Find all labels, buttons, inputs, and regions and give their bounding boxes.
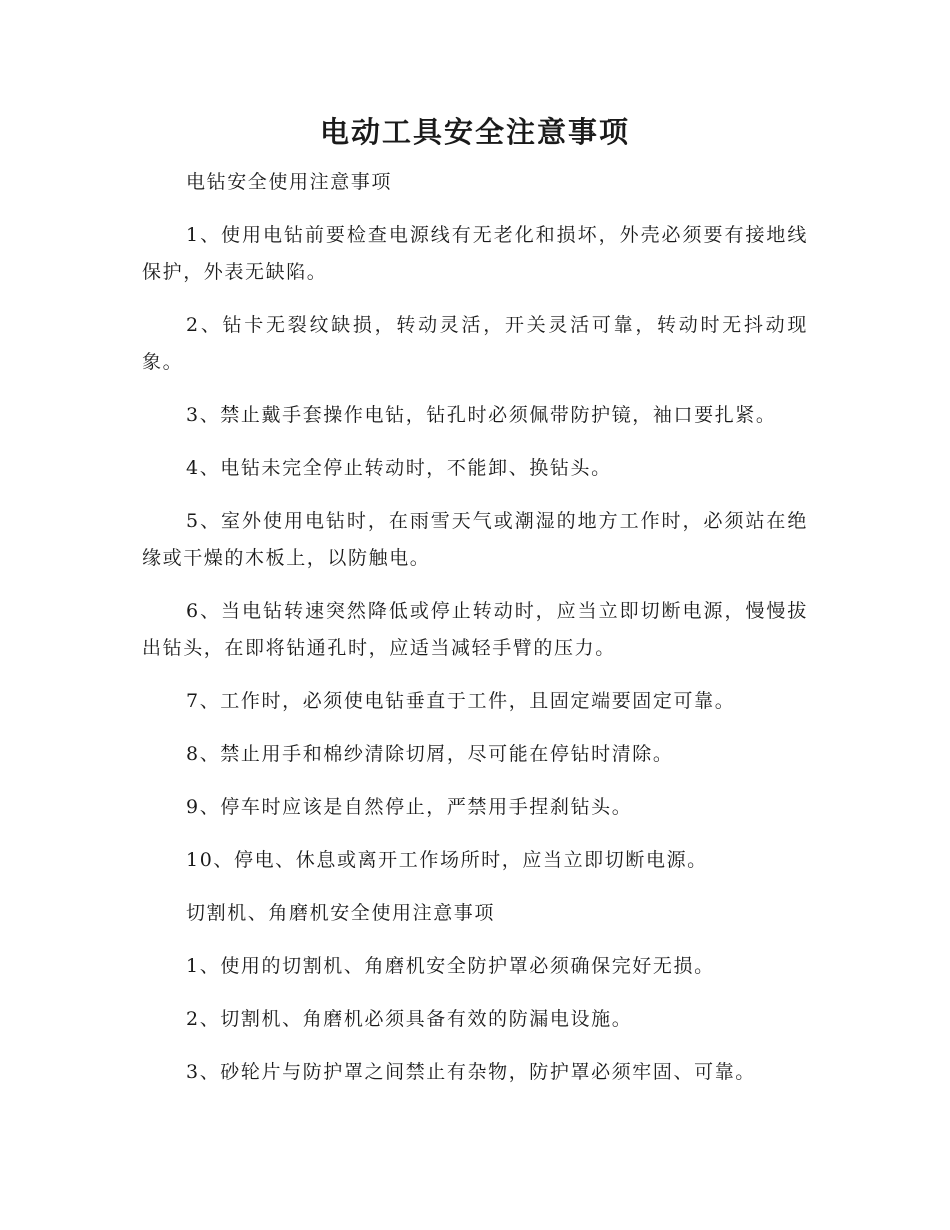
drill-item-3: 3、禁止戴手套操作电钻，钻孔时必须佩带防护镜，袖口要扎紧。: [186, 404, 777, 426]
section-heading-cutter-grinder: 切割机、角磨机安全使用注意事项: [186, 902, 496, 924]
drill-item-8: 8、禁止用手和棉纱清除切屑，尽可能在停钻时清除。: [186, 743, 674, 765]
drill-item-4: 4、电钻未完全停止转动时，不能卸、换钻头。: [186, 457, 612, 479]
drill-item-5: 5、室外使用电钻时，在雨雪天气或潮湿的地方工作时，必须站在绝缘或干燥的木板上，以防触电。: [142, 510, 808, 569]
drill-item-9: 9、停车时应该是自然停止，严禁用手捏刹钻头。: [186, 796, 633, 818]
cutter-item-1: 1、使用的切割机、角磨机安全防护罩必须确保完好无损。: [186, 955, 715, 977]
cutter-item-3: 3、砂轮片与防护罩之间禁止有杂物，防护罩必须牢固、可靠。: [186, 1061, 756, 1083]
page-title: 电动工具安全注意事项: [319, 115, 630, 149]
section-heading-drill: 电钻安全使用注意事项: [186, 171, 393, 193]
cutter-item-2: 2、切割机、角磨机必须具备有效的防漏电设施。: [186, 1008, 633, 1030]
document-body: [142, 164, 808, 1107]
drill-item-6: 6、当电钻转速突然降低或停止转动时，应当立即切断电源，慢慢拔出钻头，在即将钻通孔时，应适当减轻手臂的压力。: [142, 600, 808, 659]
drill-item-7: 7、工作时，必须使电钻垂直于工件，且固定端要固定可靠。: [186, 690, 736, 712]
drill-item-10: 10、停电、休息或离开工作场所时，应当立即切断电源。: [186, 849, 708, 871]
drill-item-1: 1、使用电钻前要检查电源线有无老化和损坏，外壳必须要有接地线保护，外表无缺陷。: [142, 224, 808, 283]
drill-item-2: 2、钻卡无裂纹缺损，转动灵活，开关灵活可靠，转动时无抖动现象。: [142, 314, 808, 373]
